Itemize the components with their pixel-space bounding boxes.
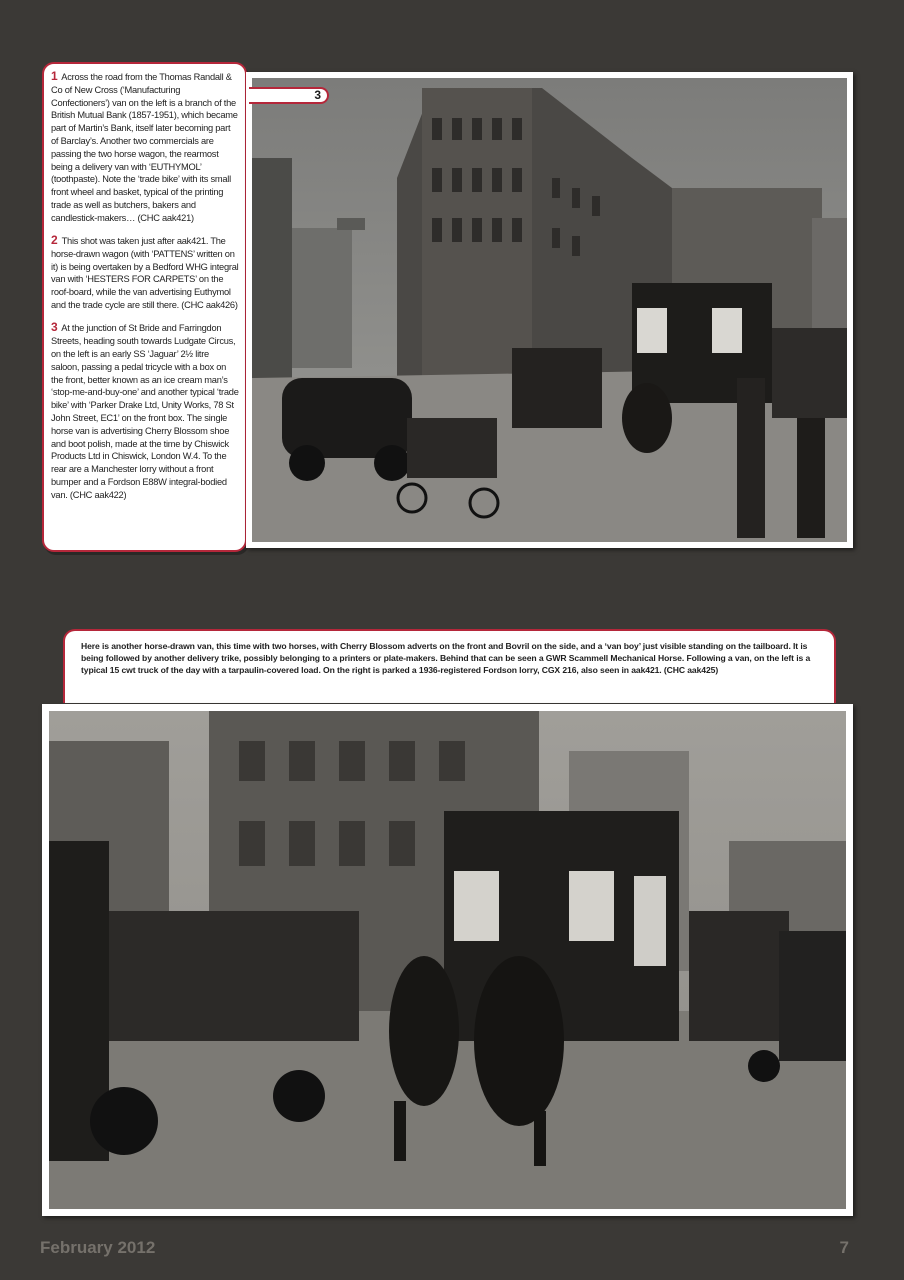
photo-junction-image bbox=[252, 78, 847, 542]
caption-2-number: 2 bbox=[51, 233, 58, 248]
caption-3 bbox=[51, 321, 239, 501]
caption-2 bbox=[51, 234, 239, 312]
street-scene-image bbox=[252, 78, 847, 542]
page-number: 7 bbox=[839, 1238, 849, 1257]
caption-box-left bbox=[42, 62, 247, 552]
footer-date: February 2012 bbox=[40, 1238, 156, 1257]
caption-1 bbox=[51, 70, 239, 225]
caption-1-number: 1 bbox=[51, 69, 58, 83]
caption-bottom-text: Here is another horse-drawn van, this time with two horses, with Cherry Blossom adverts on the front and Bovril on the side, and a ‘van boy’ just visible standing on the tailboard. It is being followed by another delivery trike, possibly belonging to a printers or plate-makers. Behind that can be seen a GWR Scammell Mechanical Horse. Following a van, on the left is a typical 15 cwt truck of the day with a tarpaulin-covered load. On the right is parked a 1936-registered Fordson lorry, CGX 216, also seen in aak421. (CHC aak425) bbox=[81, 641, 811, 675]
photo-junction-st-bride bbox=[246, 72, 853, 548]
caption-3-number: 3 bbox=[51, 320, 58, 335]
caption-box-bottom bbox=[63, 629, 836, 703]
photo-two-horse-image bbox=[49, 711, 846, 1209]
caption-3-text: At the junction of St Bride and Farringdon Streets, heading south towards Ludgate Circus, on the left is an early SS ‘Jaguar’ 2½ litre saloon, passing a pedal tricycle with a box on the front, better known as an ice cream man’s ‘stop-me-and-buy-one’ and another typical ‘trade bike’ with ‘Parker Drake Ltd, Unity Works, 78 St John Street, EC1’ on the front box. The single horse van is advertising Cherry Blossom shoe and boot polish, made at the time by Chiswick Products Ltd in Chiswick, London W.4. To the rear are a Manchester lorry without a front bumper and a Fordson E88W integral-bodied van. (CHC aak422) bbox=[51, 323, 239, 500]
photo-two-horse-van bbox=[42, 704, 853, 1216]
two-horse-van-image bbox=[49, 711, 846, 1209]
photo-number-tab bbox=[249, 87, 329, 104]
caption-1-text: Across the road from the Thomas Randall & Co of New Cross (‘Manufacturing Confectioners’) van on the left is a branch of the British Mutual Bank (1857-1951), which became part of Martin’s Bank, itself later becoming part of Barclay’s. Another two commercials are passing the two horse wagon, the rearmost being a delivery van with ‘EUTHYMOL’ (toothpaste). Note the ‘trade bike’ with its small front wheel and basket, typical of the printing trade as well as butchers, bakers and candlestick-makers… (CHC aak421) bbox=[51, 72, 238, 223]
caption-2-text: This shot was taken just after aak421. The horse-drawn wagon (with ‘PATTENS’ written on it) is being overtaken by a Bedford WHG integral van with ‘HESTERS FOR CARPETS’ on the roof-board, while the van advertising Euthymol and the trade cycle are still there. (CHC aak426) bbox=[51, 236, 239, 311]
photo-number: 3 bbox=[314, 88, 321, 102]
